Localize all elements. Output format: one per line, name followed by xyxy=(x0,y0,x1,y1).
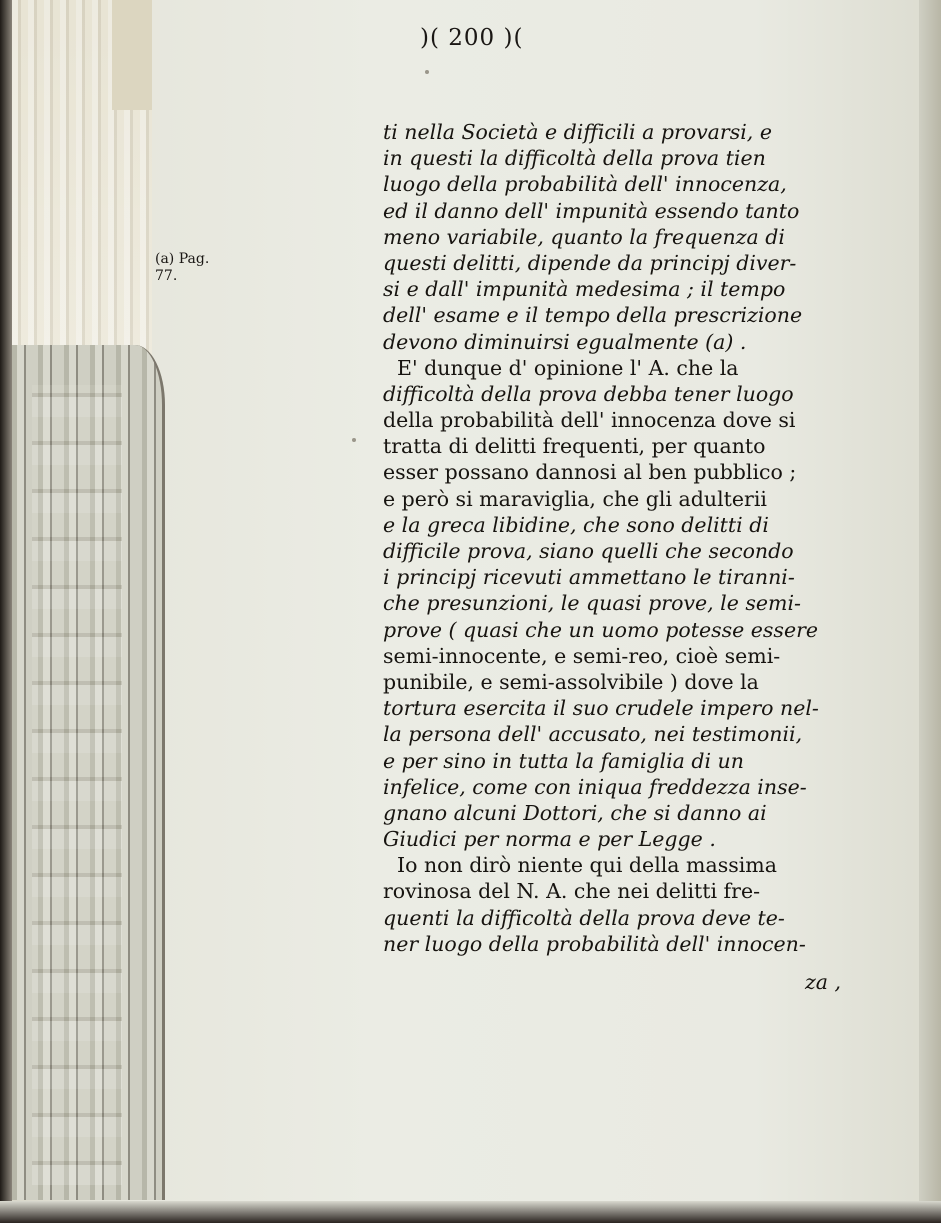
text-line: tratta di delitti frequenti, per quanto xyxy=(383,434,766,459)
text-line: i principj ricevuti ammettano le tiranni- xyxy=(383,565,795,590)
text-line: luogo della probabilità dell' innocenza, xyxy=(383,172,787,197)
text-line: la persona dell' accusato, nei testimonii, xyxy=(383,722,803,747)
text-line: ti nella Società e difficili a provarsi, e xyxy=(383,120,772,144)
text-line: semi-innocente, e semi-reo, cioè semi- xyxy=(383,643,781,668)
catchword: za , xyxy=(805,970,842,994)
text-line: devono diminuirsi egualmente (a) . xyxy=(383,329,747,354)
paper-speck xyxy=(352,438,356,442)
text-line: si e dall' impunità medesima ; il tempo xyxy=(383,277,786,302)
text-line: esser possano dannosi al ben pubblico ; xyxy=(383,460,797,485)
text-line: della probabilità dell' innocenza dove si xyxy=(383,408,796,433)
margin-note-line: 77. xyxy=(155,268,178,284)
text-line: quenti la difficoltà della prova deve te- xyxy=(383,905,785,930)
text-line: e per sino in tutta la famiglia di un xyxy=(383,748,744,773)
text-line: che presunzioni, le quasi prove, le semi- xyxy=(383,591,801,616)
margin-note-line: (a) Pag. xyxy=(155,251,210,267)
text-line: Giudici per norma e per Legge . xyxy=(383,827,716,852)
text-line: gnano alcuni Dottori, che si danno ai xyxy=(383,800,767,825)
book-spine-shadow xyxy=(0,0,12,1223)
text-line: ner luogo della probabilità dell' innocen- xyxy=(383,931,806,956)
text-line: prove ( quasi che un uomo potesse essere xyxy=(383,617,819,642)
body-text xyxy=(383,119,873,957)
text-line: in questi la difficoltà della prova tien xyxy=(383,146,766,171)
text-line: punibile, e semi-assolvibile ) dove la xyxy=(383,669,759,694)
torn-page-stub-lower xyxy=(12,345,165,1200)
text-line: meno variabile, quanto la frequenza di xyxy=(383,224,785,249)
page-header: )( 200 )( xyxy=(420,25,524,51)
text-line: infelice, come con iniqua freddezza inse- xyxy=(383,774,807,799)
text-line: E' dunque d' opinione l' A. che la xyxy=(397,355,739,380)
text-line: tortura esercita il suo crudele impero nel- xyxy=(383,696,819,721)
page-bottom-edge xyxy=(0,1201,941,1223)
text-line: rovinosa del N. A. che nei delitti fre- xyxy=(383,879,761,904)
text-line: dell' esame e il tempo della prescrizione xyxy=(383,303,803,328)
paper-speck xyxy=(425,70,429,74)
text-line: difficile prova, siano quelli che secondo xyxy=(383,539,794,563)
page-right-edge xyxy=(919,0,941,1223)
text-line: questi delitti, dipende da principj diver- xyxy=(383,250,797,275)
text-line: ed il danno dell' impunità essendo tanto xyxy=(383,198,800,223)
text-line: e la greca libidine, che sono delitti di xyxy=(383,512,769,537)
text-line: difficoltà della prova debba tener luogo xyxy=(383,381,794,406)
margin-note xyxy=(155,251,209,285)
text-line: Io non dirò niente qui della massima xyxy=(397,853,777,878)
text-line: e però si maraviglia, che gli adulterii xyxy=(383,486,767,511)
